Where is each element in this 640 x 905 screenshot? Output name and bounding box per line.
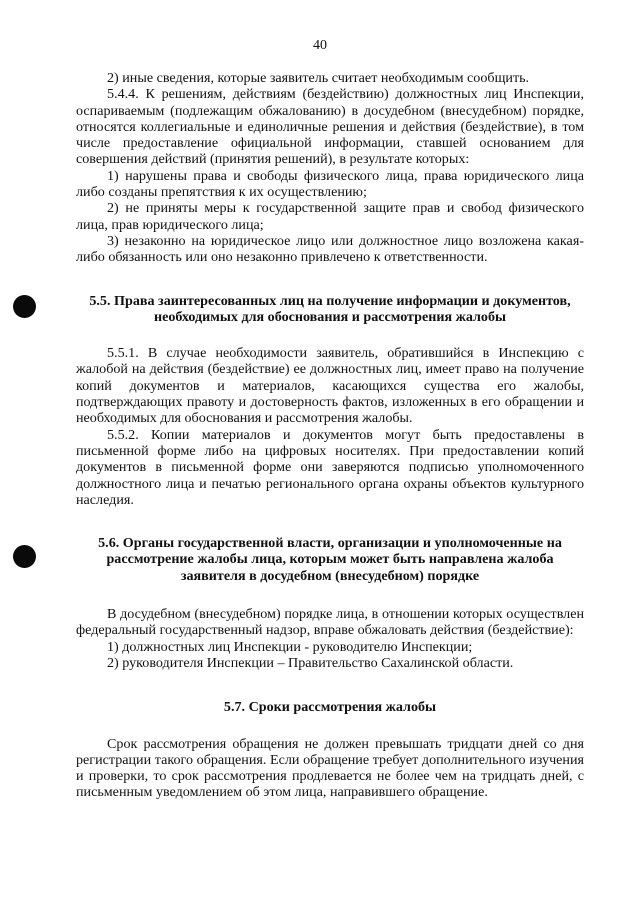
section-heading: 5.5. Права заинтересованных лиц на получение информации и документов, необходимых для обоснования и рассмотрения жалобы bbox=[89, 292, 571, 325]
list-item: 2) руководителя Инспекции – Правительство Сахалинской области. bbox=[107, 654, 514, 671]
list-item: 1) нарушены права и свободы физического лица, права юридического лица либо созданы препятствия к их осуществлению; bbox=[76, 167, 584, 201]
page-number: 40 bbox=[313, 38, 327, 53]
list-item: 2) не приняты меры к государственной защите прав и свобод физического лица, прав юридического лица; bbox=[76, 200, 584, 233]
paragraph: 5.4.4. К решениям, действиям (бездействию) должностных лиц Инспекции, оспариваемым (подлежащим обжалованию) в досудебном (внесудебном) порядке, относятся коллегиальные и единоличные решения и действия (бездействие), в том числе предоставление официальной информации, ставшей основанием для совершения действий (принятия решений), в результате которых: bbox=[76, 86, 584, 168]
section-heading: 5.6. Органы государственной власти, организации и уполномоченные на рассмотрение жалобы лица, которым может быть направлена жалоба заявителя в досудебном (внесудебном) порядке bbox=[98, 535, 562, 584]
paragraph: 5.5.1. В случае необходимости заявитель, обратившийся в Инспекцию с жалобой на действия (бездействие) ее должностных лиц, имеет право на получение копий документов и материалов, касающихся существа его жалобы, подтверждающих правоту и достоверность фактов, изложенных в его обращении и необходимых для обоснования и рассмотрения жалобы. bbox=[76, 345, 584, 427]
paragraph: 5.5.2. Копии материалов и документов могут быть предоставлены в письменной форме либо на цифровых носителях. При предоставлении копий документов в письменной форме они заверяются подписью уполномоченного должностного лица и печатью регионального органа охраны объектов культурного наследия. bbox=[76, 426, 584, 508]
section-heading: 5.7. Сроки рассмотрения жалобы bbox=[223, 699, 437, 716]
document-body bbox=[76, 70, 584, 801]
punch-hole-bottom bbox=[13, 545, 36, 568]
list-item: 1) должностных лиц Инспекции - руководителю Инспекции; bbox=[107, 638, 473, 655]
paragraph: 2) иные сведения, которые заявитель считает необходимым сообщить. bbox=[107, 70, 530, 86]
list-item: 3) незаконно на юридическое лицо или должностное лицо возложена какая-либо обязанность или оно незаконно привлечено к ответственности. bbox=[76, 232, 584, 266]
punch-hole-top bbox=[13, 295, 36, 318]
paragraph: Срок рассмотрения обращения не должен превышать тридцати дней со дня регистрации такого обращения. Если обращение требует дополнительного изучения и проверки, то срок рассмотрения продлевается не более чем на тридцать дней, с письменным уведомлением об этом лица, направившего обращение. bbox=[76, 735, 584, 801]
paragraph: В досудебном (внесудебном) порядке лица, в отношении которых осуществлен федеральный государственный надзор, вправе обжаловать действия (бездействие): bbox=[76, 606, 584, 639]
